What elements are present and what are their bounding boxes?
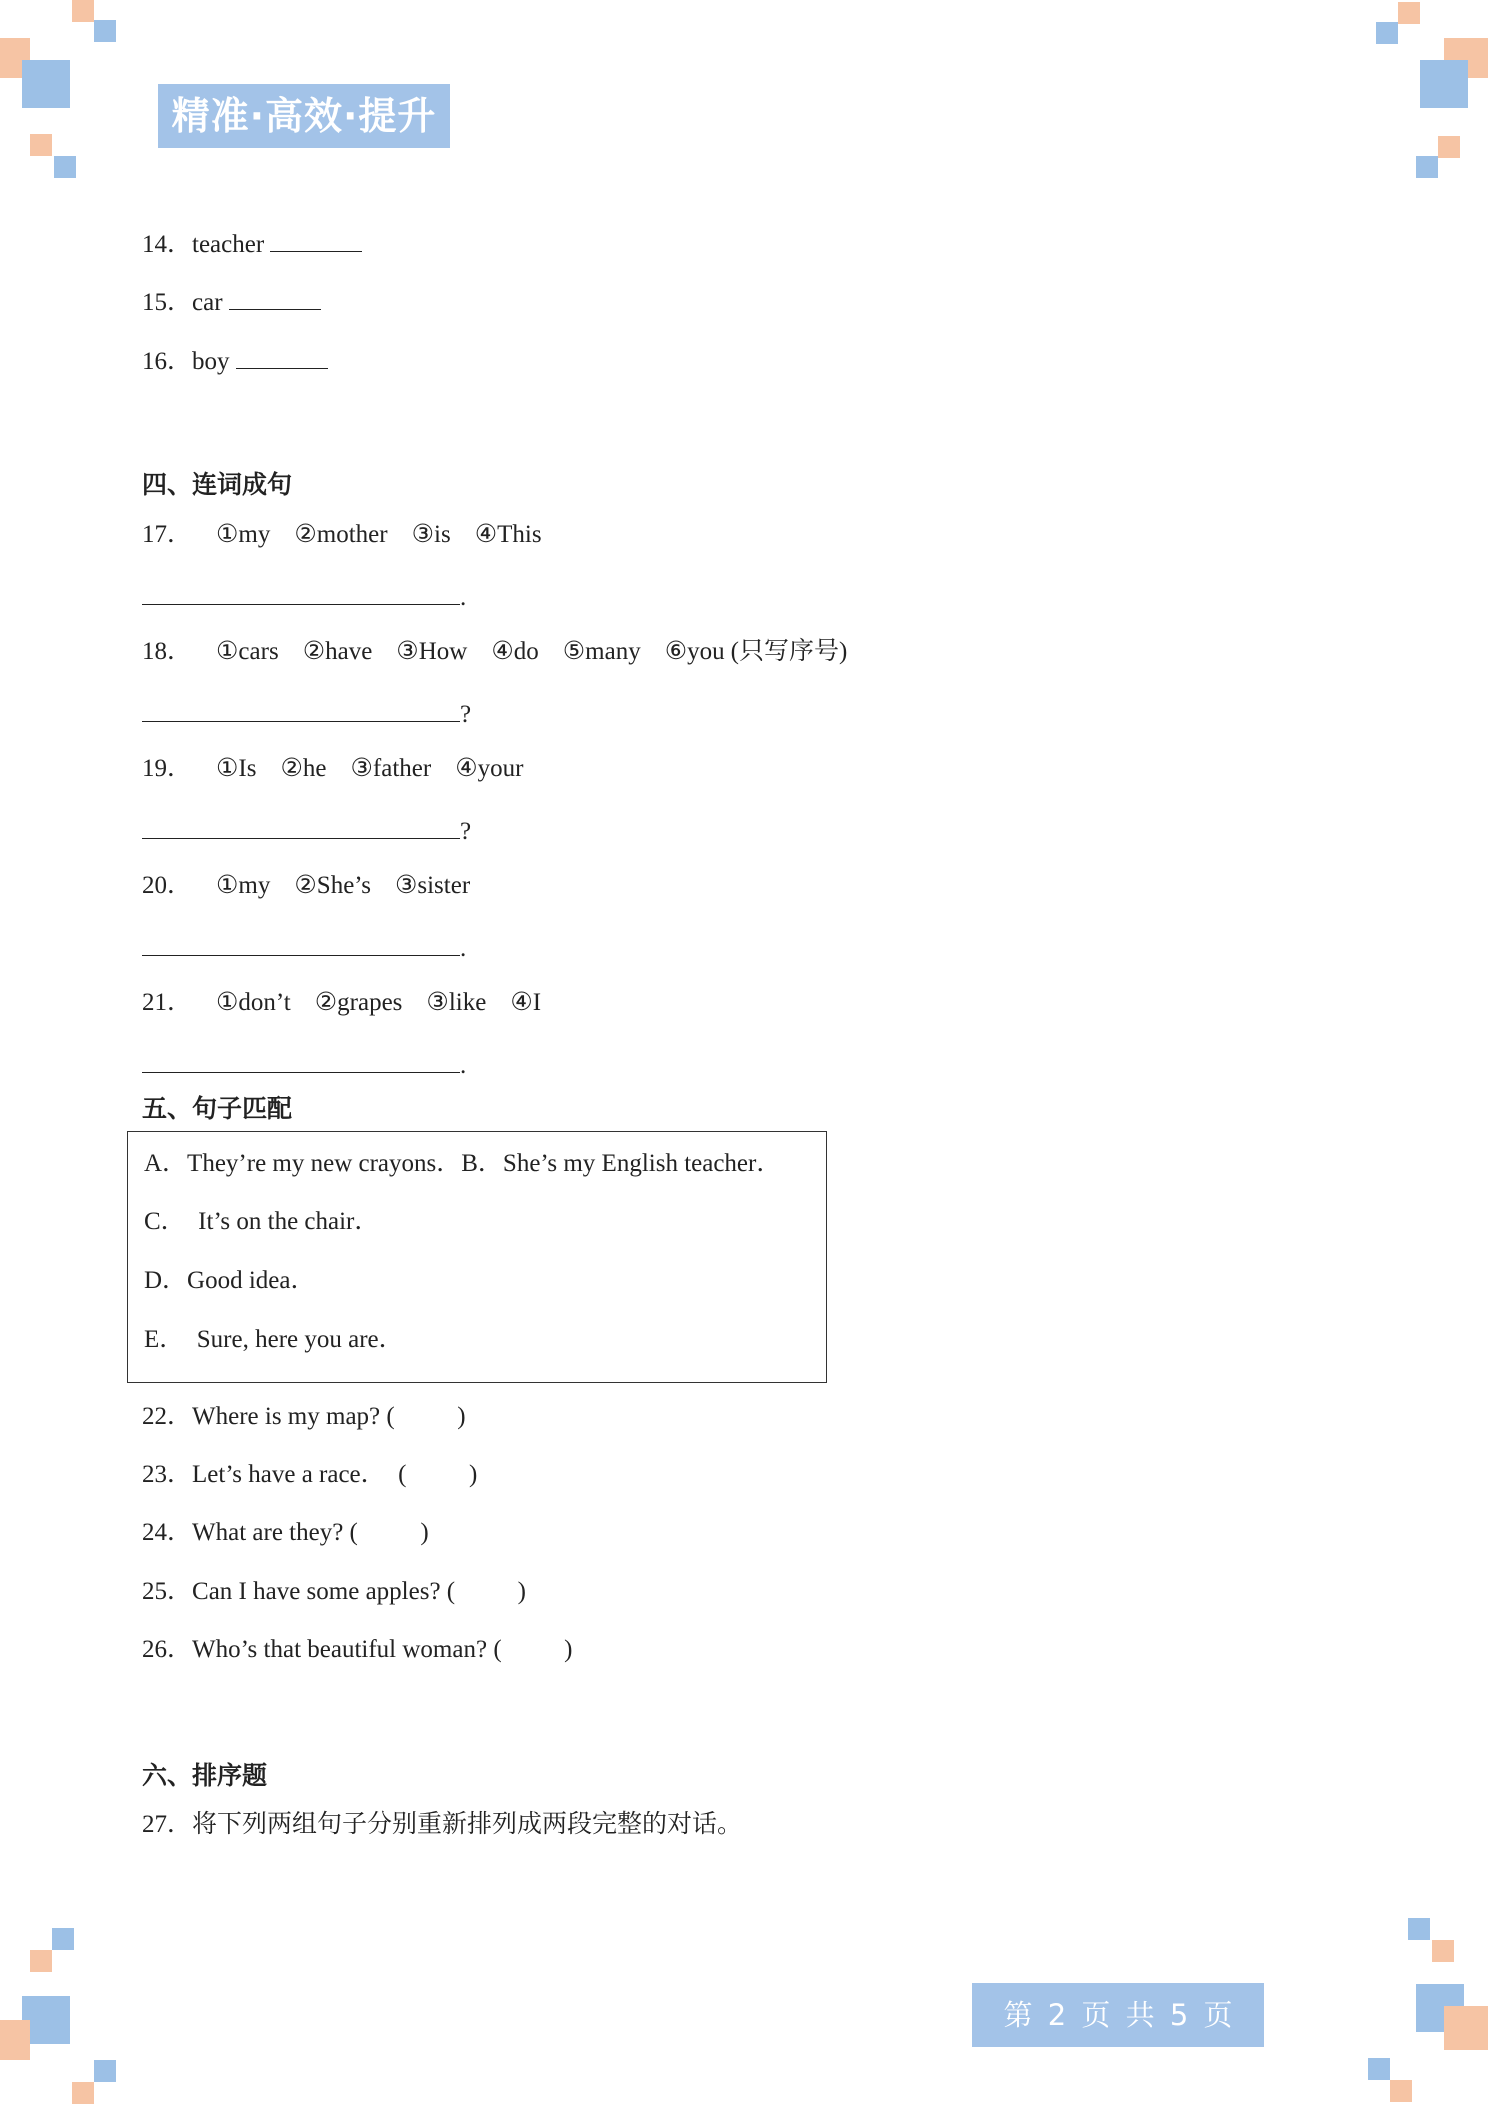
page-indicator-badge: 第 2 页 共 5 页 [972, 1983, 1264, 2047]
question-number: 16． [142, 348, 193, 375]
word-option: ③father [350, 755, 432, 782]
word-option: ④I [510, 989, 542, 1016]
question-note: (只写序号) [730, 638, 848, 665]
question-text: What are they? ( ) [192, 1519, 429, 1546]
sentence-end-punctuation: . [460, 584, 467, 611]
word-option: ②mother [294, 521, 388, 548]
answer-line-17 [142, 580, 466, 613]
word-option: ③like [426, 989, 487, 1016]
answer-blank[interactable] [229, 285, 321, 310]
word-option: ②have [302, 638, 373, 665]
question-word: boy [192, 348, 230, 375]
question-text: Let’s have a race． ( ) [192, 1461, 478, 1488]
word-option: ①don’t [216, 989, 291, 1016]
word-option: ④your [455, 755, 524, 782]
question-number: 22． [142, 1403, 193, 1430]
question-18 [142, 637, 847, 667]
question-24 [142, 1518, 429, 1548]
word-option: ④This [474, 521, 542, 548]
question-number: 19． [142, 755, 193, 782]
answer-line-20 [142, 931, 466, 964]
question-number: 25． [142, 1578, 193, 1605]
section-5-title: 五、句子匹配 [142, 1094, 293, 1123]
question-number: 20． [142, 872, 193, 899]
word-option: ①Is [216, 755, 257, 782]
question-number: 27． [142, 1811, 193, 1838]
match-option-line: D．Good idea． [144, 1267, 316, 1294]
sentence-end-punctuation: ? [460, 701, 472, 728]
answer-blank[interactable] [142, 580, 460, 605]
question-19 [142, 754, 523, 784]
word-option: ③How [396, 638, 468, 665]
question-number: 15． [142, 289, 193, 316]
question-number: 18． [142, 638, 193, 665]
answer-blank[interactable] [142, 697, 460, 722]
word-option: ⑥you [664, 638, 725, 665]
word-option: ①cars [216, 638, 279, 665]
word-option: ②he [280, 755, 327, 782]
answer-blank[interactable] [142, 814, 460, 839]
header-slogan-badge: 精准·高效·提升 [158, 84, 450, 148]
answer-blank[interactable] [270, 227, 362, 252]
word-option: ②grapes [314, 989, 403, 1016]
question-14 [142, 227, 362, 260]
word-option: ③is [411, 521, 451, 548]
question-text: Who’s that beautiful woman? ( ) [192, 1636, 573, 1663]
question-number: 23． [142, 1461, 193, 1488]
sentence-end-punctuation: ? [460, 818, 472, 845]
word-option: ④do [491, 638, 539, 665]
match-option-line: E． Sure, here you are． [144, 1326, 404, 1353]
question-number: 17． [142, 521, 193, 548]
question-text: 将下列两组句子分别重新排列成两段完整的对话。 [192, 1811, 743, 1838]
question-word: car [192, 289, 223, 316]
sentence-end-punctuation: . [460, 1052, 467, 1079]
word-option: ⑤many [562, 638, 641, 665]
word-option: ①my [216, 521, 271, 548]
question-17 [142, 520, 542, 550]
answer-blank[interactable] [142, 1048, 460, 1073]
question-number: 21． [142, 989, 193, 1016]
question-22 [142, 1402, 466, 1432]
question-number: 14． [142, 231, 193, 258]
question-text: Can I have some apples? ( ) [192, 1578, 526, 1605]
question-word: teacher [192, 231, 265, 258]
sentence-end-punctuation: . [460, 935, 467, 962]
question-26 [142, 1635, 572, 1665]
question-23 [142, 1460, 477, 1490]
answer-line-21 [142, 1048, 466, 1081]
section-4-title: 四、连词成句 [142, 470, 293, 499]
question-25 [142, 1577, 526, 1607]
answer-line-18 [142, 697, 471, 730]
answer-line-19 [142, 814, 471, 847]
question-27 [142, 1810, 742, 1840]
question-text: Where is my map? ( ) [192, 1403, 466, 1430]
question-number: 26． [142, 1636, 193, 1663]
question-number: 24． [142, 1519, 193, 1546]
question-21 [142, 988, 541, 1018]
answer-blank[interactable] [142, 931, 460, 956]
answer-blank[interactable] [236, 344, 328, 369]
question-16 [142, 344, 328, 377]
question-20 [142, 871, 470, 901]
word-option: ③sister [394, 872, 471, 899]
question-15 [142, 285, 321, 318]
match-option-line: A．They’re my new crayons．B．She’s my English teacher． [144, 1150, 782, 1177]
matching-options-box [127, 1131, 827, 1383]
word-option: ②She’s [294, 872, 371, 899]
word-option: ①my [216, 872, 271, 899]
section-6-title: 六、排序题 [142, 1761, 268, 1790]
match-option-line: C． It’s on the chair． [144, 1208, 380, 1235]
